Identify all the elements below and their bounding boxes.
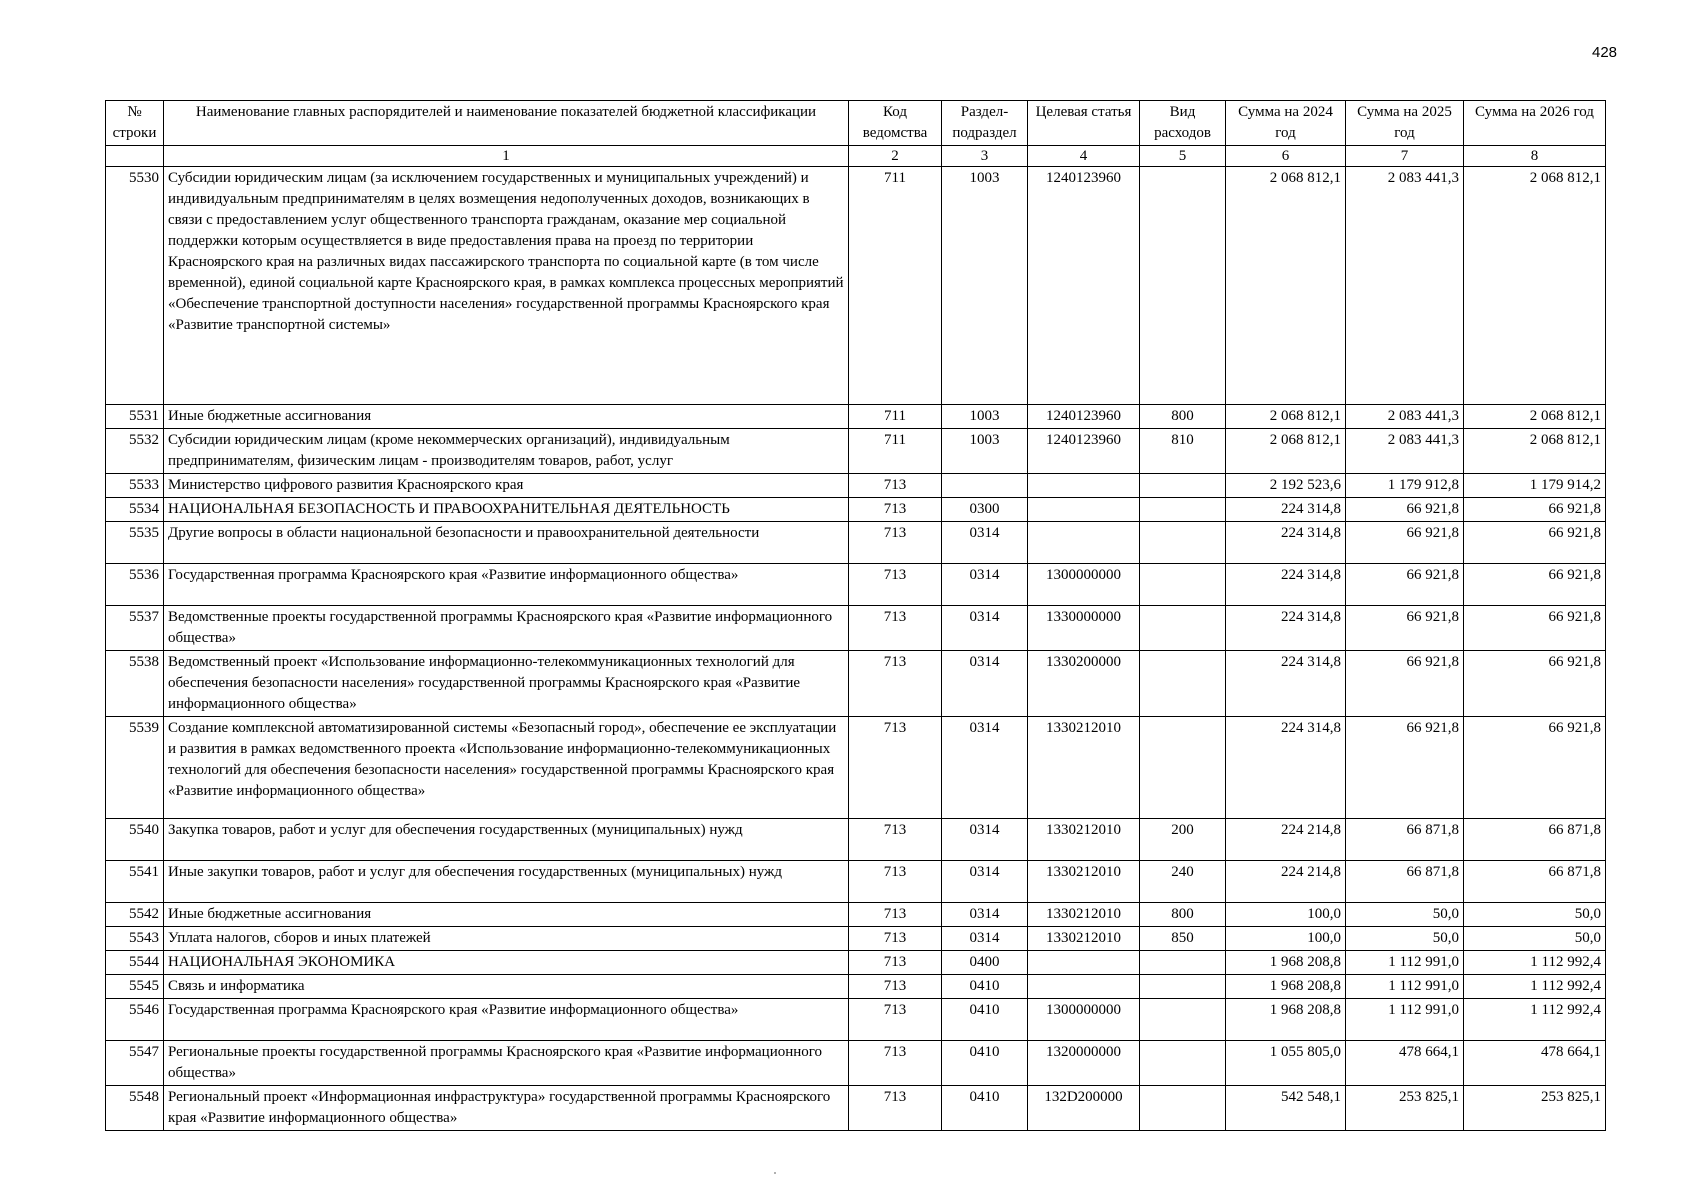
- column-number: 8: [1464, 146, 1606, 167]
- row-expense-type: 200: [1140, 819, 1226, 861]
- table-row: [106, 606, 1606, 651]
- row-expense-type: [1140, 717, 1226, 819]
- row-name: НАЦИОНАЛЬНАЯ БЕЗОПАСНОСТЬ И ПРАВООХРАНИТЕЛЬНАЯ ДЕЯТЕЛЬНОСТЬ: [164, 498, 849, 522]
- row-section: 0314: [942, 861, 1028, 903]
- row-target-item: 1330212010: [1028, 903, 1140, 927]
- row-name: Региональные проекты государственной программы Красноярского края «Развитие информационного общества»: [164, 1041, 849, 1086]
- table-row: [106, 405, 1606, 429]
- column-number: 7: [1346, 146, 1464, 167]
- row-dept-code: 713: [849, 1041, 942, 1086]
- row-sum-2024: 542 548,1: [1226, 1086, 1346, 1131]
- row-number: 5546: [106, 999, 164, 1041]
- table-row: [106, 951, 1606, 975]
- row-sum-2026: 66 921,8: [1464, 522, 1606, 564]
- table-row: [106, 1041, 1606, 1086]
- row-dept-code: 711: [849, 405, 942, 429]
- header-target-item: Целевая статья: [1028, 101, 1140, 146]
- row-number: 5545: [106, 975, 164, 999]
- row-number: 5544: [106, 951, 164, 975]
- row-section: 0410: [942, 999, 1028, 1041]
- table-row: [106, 903, 1606, 927]
- row-dept-code: 713: [849, 717, 942, 819]
- row-sum-2024: 224 314,8: [1226, 606, 1346, 651]
- row-target-item: [1028, 975, 1140, 999]
- row-target-item: 1240123960: [1028, 429, 1140, 474]
- row-name: Иные бюджетные ассигнования: [164, 405, 849, 429]
- row-expense-type: 800: [1140, 903, 1226, 927]
- row-dept-code: 713: [849, 927, 942, 951]
- row-section: 0314: [942, 819, 1028, 861]
- row-sum-2024: 2 068 812,1: [1226, 167, 1346, 405]
- row-sum-2025: 66 871,8: [1346, 819, 1464, 861]
- row-sum-2025: 253 825,1: [1346, 1086, 1464, 1131]
- row-name: Субсидии юридическим лицам (за исключением государственных и муниципальных учреждений) и индивидуальным предпринимателям в целях возмещения недополученных доходов, возникающих в связи с предоставлением услуг общественного транспорта гражданам, оказание мер социальной поддержки которым осуществляется в виде предоставления права на проезд по территории Красноярского края на различных видах пассажирского транспорта по социальной карте (в том числе временной), единой социальной карте Красноярского края, в рамках комплекса процессных мероприятий «Обеспечение транспортной доступности населения» государственной программы Красноярского края «Развитие транспортной системы»: [164, 167, 849, 405]
- table-row: [106, 167, 1606, 405]
- row-expense-type: [1140, 606, 1226, 651]
- header-sum-2026: Сумма на 2026 год: [1464, 101, 1606, 146]
- row-expense-type: [1140, 522, 1226, 564]
- row-dept-code: 711: [849, 429, 942, 474]
- row-target-item: [1028, 474, 1140, 498]
- row-number: 5547: [106, 1041, 164, 1086]
- row-sum-2026: 66 871,8: [1464, 861, 1606, 903]
- row-name: Связь и информатика: [164, 975, 849, 999]
- row-sum-2025: 66 921,8: [1346, 564, 1464, 606]
- row-sum-2024: 224 314,8: [1226, 717, 1346, 819]
- row-sum-2025: 50,0: [1346, 927, 1464, 951]
- row-dept-code: 713: [849, 606, 942, 651]
- row-section: 0410: [942, 1086, 1028, 1131]
- row-number: 5538: [106, 651, 164, 717]
- table-row: [106, 819, 1606, 861]
- row-number: 5534: [106, 498, 164, 522]
- row-section: 0410: [942, 975, 1028, 999]
- row-target-item: [1028, 498, 1140, 522]
- row-section: 0410: [942, 1041, 1028, 1086]
- row-dept-code: 713: [849, 651, 942, 717]
- row-sum-2024: 100,0: [1226, 927, 1346, 951]
- row-expense-type: [1140, 498, 1226, 522]
- row-number: 5543: [106, 927, 164, 951]
- row-sum-2026: 1 112 992,4: [1464, 975, 1606, 999]
- row-sum-2026: 2 068 812,1: [1464, 405, 1606, 429]
- row-name: Государственная программа Красноярского края «Развитие информационного общества»: [164, 999, 849, 1041]
- table-row: [106, 927, 1606, 951]
- table-row: [106, 522, 1606, 564]
- header-row: [106, 101, 1606, 146]
- row-number: 5530: [106, 167, 164, 405]
- row-dept-code: 713: [849, 498, 942, 522]
- row-sum-2026: 66 921,8: [1464, 606, 1606, 651]
- row-number: 5531: [106, 405, 164, 429]
- row-sum-2026: 66 921,8: [1464, 717, 1606, 819]
- column-number: 2: [849, 146, 942, 167]
- row-number: 5532: [106, 429, 164, 474]
- table-row: [106, 498, 1606, 522]
- row-sum-2026: 50,0: [1464, 927, 1606, 951]
- column-number-row: [106, 146, 1606, 167]
- header-dept-code: Код ведомства: [849, 101, 942, 146]
- header-expense-type: Вид расходов: [1140, 101, 1226, 146]
- row-section: 0314: [942, 564, 1028, 606]
- row-sum-2024: 1 968 208,8: [1226, 975, 1346, 999]
- row-sum-2025: 66 921,8: [1346, 651, 1464, 717]
- row-sum-2024: 224 214,8: [1226, 861, 1346, 903]
- row-sum-2026: 66 871,8: [1464, 819, 1606, 861]
- row-target-item: 1320000000: [1028, 1041, 1140, 1086]
- row-section: 0314: [942, 651, 1028, 717]
- row-section: 0314: [942, 522, 1028, 564]
- row-number: 5541: [106, 861, 164, 903]
- table-row: [106, 429, 1606, 474]
- row-name: Ведомственный проект «Использование информационно-телекоммуникационных технологий для обеспечения безопасности населения» государственной программы Красноярского края «Развитие информационного общества»: [164, 651, 849, 717]
- row-sum-2026: 50,0: [1464, 903, 1606, 927]
- row-dept-code: 713: [849, 564, 942, 606]
- column-number: 4: [1028, 146, 1140, 167]
- row-section: [942, 474, 1028, 498]
- row-sum-2025: 1 112 991,0: [1346, 999, 1464, 1041]
- row-sum-2025: 478 664,1: [1346, 1041, 1464, 1086]
- row-name: Министерство цифрового развития Красноярского края: [164, 474, 849, 498]
- row-section: 1003: [942, 429, 1028, 474]
- row-sum-2024: 224 214,8: [1226, 819, 1346, 861]
- row-sum-2025: 1 112 991,0: [1346, 975, 1464, 999]
- row-target-item: 1330000000: [1028, 606, 1140, 651]
- row-target-item: 1300000000: [1028, 564, 1140, 606]
- row-section: 0400: [942, 951, 1028, 975]
- row-expense-type: [1140, 1086, 1226, 1131]
- row-expense-type: [1140, 975, 1226, 999]
- row-sum-2026: 66 921,8: [1464, 651, 1606, 717]
- header-name: Наименование главных распорядителей и наименование показателей бюджетной классификации: [164, 101, 849, 146]
- row-name: Иные закупки товаров, работ и услуг для обеспечения государственных (муниципальных) нужд: [164, 861, 849, 903]
- row-dept-code: 713: [849, 861, 942, 903]
- row-sum-2025: 1 112 991,0: [1346, 951, 1464, 975]
- header-sum-2025: Сумма на 2025 год: [1346, 101, 1464, 146]
- row-dept-code: 713: [849, 999, 942, 1041]
- row-target-item: [1028, 951, 1140, 975]
- row-section: 0314: [942, 927, 1028, 951]
- scan-dot: [774, 1172, 776, 1174]
- budget-table: [105, 100, 1606, 1131]
- row-target-item: 1330212010: [1028, 717, 1140, 819]
- row-section: 1003: [942, 405, 1028, 429]
- row-name: Ведомственные проекты государственной программы Красноярского края «Развитие информационного общества»: [164, 606, 849, 651]
- row-sum-2026: 66 921,8: [1464, 498, 1606, 522]
- row-sum-2025: 66 871,8: [1346, 861, 1464, 903]
- row-sum-2025: 50,0: [1346, 903, 1464, 927]
- row-expense-type: 800: [1140, 405, 1226, 429]
- row-sum-2024: 224 314,8: [1226, 498, 1346, 522]
- table-row: [106, 717, 1606, 819]
- row-sum-2024: 2 068 812,1: [1226, 405, 1346, 429]
- row-dept-code: 711: [849, 167, 942, 405]
- column-number: 6: [1226, 146, 1346, 167]
- row-name: Уплата налогов, сборов и иных платежей: [164, 927, 849, 951]
- row-dept-code: 713: [849, 951, 942, 975]
- row-expense-type: 850: [1140, 927, 1226, 951]
- row-sum-2026: 1 112 992,4: [1464, 951, 1606, 975]
- row-dept-code: 713: [849, 522, 942, 564]
- row-sum-2025: 2 083 441,3: [1346, 167, 1464, 405]
- row-sum-2025: 66 921,8: [1346, 498, 1464, 522]
- row-sum-2024: 2 192 523,6: [1226, 474, 1346, 498]
- row-number: 5540: [106, 819, 164, 861]
- row-expense-type: 240: [1140, 861, 1226, 903]
- row-sum-2025: 66 921,8: [1346, 522, 1464, 564]
- row-section: 0314: [942, 903, 1028, 927]
- row-sum-2026: 66 921,8: [1464, 564, 1606, 606]
- row-target-item: 1330212010: [1028, 819, 1140, 861]
- row-expense-type: 810: [1140, 429, 1226, 474]
- table-row: [106, 651, 1606, 717]
- row-name: Другие вопросы в области национальной безопасности и правоохранительной деятельности: [164, 522, 849, 564]
- row-name: НАЦИОНАЛЬНАЯ ЭКОНОМИКА: [164, 951, 849, 975]
- row-dept-code: 713: [849, 903, 942, 927]
- row-section: 0314: [942, 606, 1028, 651]
- row-sum-2024: 1 055 805,0: [1226, 1041, 1346, 1086]
- header-section: Раздел-подраздел: [942, 101, 1028, 146]
- row-section: 0300: [942, 498, 1028, 522]
- row-expense-type: [1140, 999, 1226, 1041]
- row-target-item: 132D200000: [1028, 1086, 1140, 1131]
- row-target-item: 1300000000: [1028, 999, 1140, 1041]
- row-target-item: 1330212010: [1028, 927, 1140, 951]
- row-expense-type: [1140, 474, 1226, 498]
- table-row: [106, 474, 1606, 498]
- row-target-item: 1330212010: [1028, 861, 1140, 903]
- column-number: 3: [942, 146, 1028, 167]
- row-dept-code: 713: [849, 1086, 942, 1131]
- row-name: Иные бюджетные ассигнования: [164, 903, 849, 927]
- table-row: [106, 1086, 1606, 1131]
- row-name: Государственная программа Красноярского края «Развитие информационного общества»: [164, 564, 849, 606]
- row-sum-2026: 2 068 812,1: [1464, 167, 1606, 405]
- row-sum-2024: 1 968 208,8: [1226, 951, 1346, 975]
- row-dept-code: 713: [849, 819, 942, 861]
- row-sum-2025: 2 083 441,3: [1346, 429, 1464, 474]
- row-sum-2024: 2 068 812,1: [1226, 429, 1346, 474]
- row-sum-2026: 2 068 812,1: [1464, 429, 1606, 474]
- row-expense-type: [1140, 951, 1226, 975]
- header-row-no: № строки: [106, 101, 164, 146]
- row-sum-2024: 224 314,8: [1226, 651, 1346, 717]
- row-sum-2024: 1 968 208,8: [1226, 999, 1346, 1041]
- row-target-item: 1240123960: [1028, 405, 1140, 429]
- row-number: 5535: [106, 522, 164, 564]
- row-sum-2024: 224 314,8: [1226, 564, 1346, 606]
- column-number: 5: [1140, 146, 1226, 167]
- row-name: Создание комплексной автоматизированной системы «Безопасный город», обеспечение ее эксплуатации и развития в рамках ведомственного проекта «Использование информационно-телекоммуникационных технологий для обеспечения безопасности населения» государственной программы Красноярского края «Развитие информационного общества»: [164, 717, 849, 819]
- table-row: [106, 564, 1606, 606]
- row-number: 5533: [106, 474, 164, 498]
- row-sum-2026: 1 112 992,4: [1464, 999, 1606, 1041]
- row-dept-code: 713: [849, 975, 942, 999]
- table-row: [106, 975, 1606, 999]
- row-name: Закупка товаров, работ и услуг для обеспечения государственных (муниципальных) нужд: [164, 819, 849, 861]
- row-sum-2025: 1 179 912,8: [1346, 474, 1464, 498]
- row-sum-2026: 1 179 914,2: [1464, 474, 1606, 498]
- row-target-item: 1330200000: [1028, 651, 1140, 717]
- row-sum-2026: 478 664,1: [1464, 1041, 1606, 1086]
- row-name: Региональный проект «Информационная инфраструктура» государственной программы Красноярского края «Развитие информационного общества»: [164, 1086, 849, 1131]
- table-row: [106, 861, 1606, 903]
- row-sum-2025: 66 921,8: [1346, 717, 1464, 819]
- header-sum-2024: Сумма на 2024 год: [1226, 101, 1346, 146]
- column-number: 1: [164, 146, 849, 167]
- row-number: 5548: [106, 1086, 164, 1131]
- row-target-item: 1240123960: [1028, 167, 1140, 405]
- row-number: 5536: [106, 564, 164, 606]
- column-number: [106, 146, 164, 167]
- page-number: 428: [1592, 44, 1618, 61]
- row-sum-2024: 224 314,8: [1226, 522, 1346, 564]
- table-row: [106, 999, 1606, 1041]
- row-number: 5537: [106, 606, 164, 651]
- row-name: Субсидии юридическим лицам (кроме некоммерческих организаций), индивидуальным предпринимателям, физическим лицам - производителям товаров, работ, услуг: [164, 429, 849, 474]
- table-body: [106, 167, 1606, 1131]
- row-expense-type: [1140, 564, 1226, 606]
- row-section: 0314: [942, 717, 1028, 819]
- row-expense-type: [1140, 167, 1226, 405]
- row-number: 5542: [106, 903, 164, 927]
- row-expense-type: [1140, 1041, 1226, 1086]
- row-sum-2025: 2 083 441,3: [1346, 405, 1464, 429]
- row-number: 5539: [106, 717, 164, 819]
- row-sum-2025: 66 921,8: [1346, 606, 1464, 651]
- row-section: 1003: [942, 167, 1028, 405]
- row-sum-2024: 100,0: [1226, 903, 1346, 927]
- row-expense-type: [1140, 651, 1226, 717]
- row-sum-2026: 253 825,1: [1464, 1086, 1606, 1131]
- row-dept-code: 713: [849, 474, 942, 498]
- row-target-item: [1028, 522, 1140, 564]
